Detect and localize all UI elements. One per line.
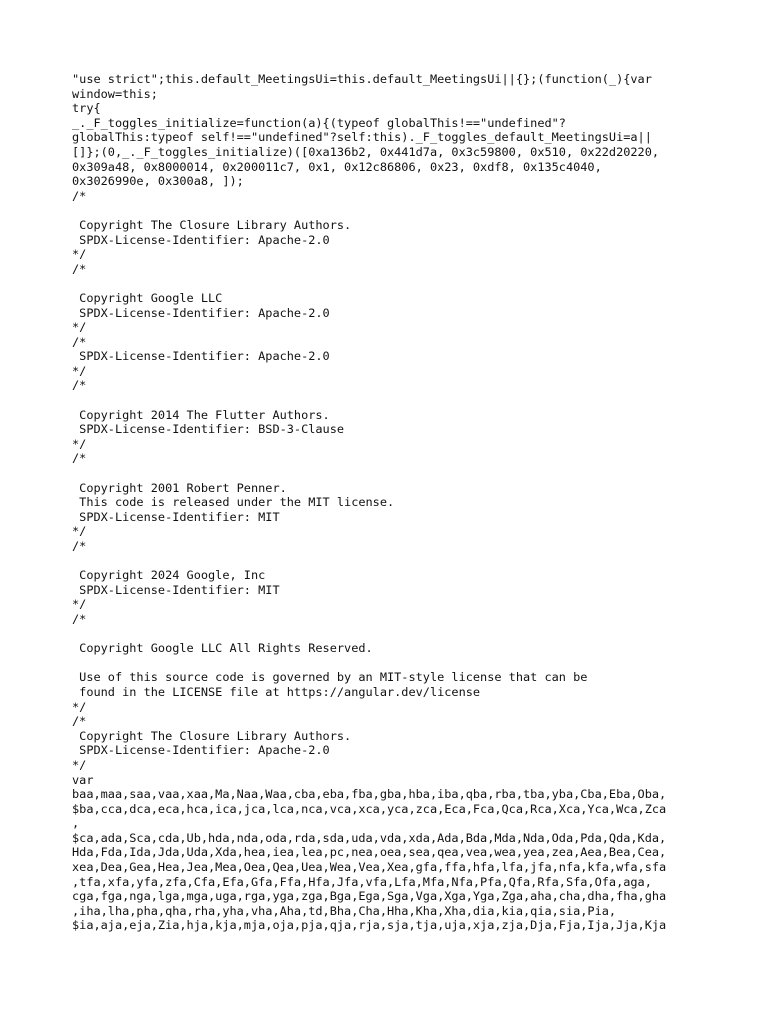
code-line: SPDX-License-Identifier: MIT: [72, 582, 280, 597]
code-line: [72, 466, 696, 481]
code-line: SPDX-License-Identifier: BSD-3-Clause: [72, 422, 345, 437]
code-line: found in the LICENSE file at https://angular.dev/license: [72, 684, 481, 699]
code-line: */: [72, 597, 87, 612]
code-line: This code is released under the MIT license.: [72, 495, 395, 510]
code-line: try{: [72, 101, 101, 116]
code-line: SPDX-License-Identifier: Apache-2.0: [72, 349, 330, 364]
code-line: xea,Dea,Gea,Hea,Jea,Mea,Oea,Qea,Uea,Wea,Vea,Xea,gfa,ffa,hfa,lfa,jfa,nfa,kfa,wfa,sfa: [72, 860, 667, 875]
code-line: */: [72, 363, 87, 378]
code-line: window=this;: [72, 86, 158, 101]
code-line: /*: [72, 539, 87, 553]
code-document: [72, 72, 696, 933]
code-line: /*: [72, 451, 87, 466]
code-line: */: [72, 699, 87, 714]
code-line: Use of this source code is governed by an MIT-style license that can be: [72, 670, 588, 685]
code-line: ,: [72, 816, 80, 831]
code-line: $ba,cca,dca,eca,hca,ica,jca,lca,nca,vca,xca,yca,zca,Eca,Fca,Qca,Rca,Xca,Yca,Wca,Zca: [72, 801, 667, 816]
code-line: */: [72, 436, 87, 451]
code-line: baa,maa,saa,vaa,xaa,Ma,Naa,Waa,cba,eba,fba,gba,hba,iba,qba,rba,tba,yba,Cba,Eba,Oba,: [72, 787, 667, 802]
code-line: ,iha,lha,pha,qha,rha,yha,vha,Aha,td,Bha,Cha,Hha,Kha,Xha,dia,kia,qia,sia,Pia,: [72, 903, 617, 918]
code-line: /*: [72, 378, 87, 393]
code-line: SPDX-License-Identifier: Apache-2.0: [72, 305, 330, 320]
code-line: SPDX-License-Identifier: MIT: [72, 509, 280, 524]
code-line: SPDX-License-Identifier: Apache-2.0: [72, 232, 330, 247]
code-line: /*: [72, 261, 87, 276]
code-line: 0x309a48, 0x8000014, 0x200011c7, 0x1, 0x12c86806, 0x23, 0xdf8, 0x135c4040,: [72, 159, 602, 174]
code-line: Copyright Google LLC All Rights Reserved.: [72, 641, 373, 656]
code-line: _._F_toggles_initialize=function(a){(typeof globalThis!=="undefined"?: [72, 115, 566, 130]
code-line: ,tfa,xfa,yfa,zfa,Cfa,Efa,Gfa,Ffa,Hfa,Jfa,vfa,Lfa,Mfa,Nfa,Pfa,Qfa,Rfa,Sfa,Ofa,aga,: [72, 874, 652, 889]
code-line: /*: [72, 611, 87, 626]
code-line: var: [72, 772, 94, 787]
code-line: [72, 656, 696, 671]
code-line: /*: [72, 334, 87, 349]
code-line: []};(0,_._F_toggles_initialize)([0xa136b2, 0x441d7a, 0x3c59800, 0x510, 0x22d20220,: [72, 144, 660, 159]
code-line: Copyright Google LLC: [72, 290, 223, 305]
code-line: globalThis:typeof self!=="undefined"?self:this)._F_toggles_default_MeetingsUi=a||: [72, 130, 652, 145]
code-line: Copyright The Closure Library Authors.: [72, 217, 352, 232]
code-line: */: [72, 320, 87, 335]
code-line: $ca,ada,Sca,cda,Ub,hda,nda,oda,rda,sda,uda,vda,xda,Ada,Bda,Mda,Nda,Oda,Pda,Qda,Kda,: [72, 830, 667, 845]
code-line: Copyright 2024 Google, Inc: [72, 568, 266, 583]
code-line: [72, 276, 696, 291]
code-line: cga,fga,nga,lga,mga,uga,rga,yga,zga,Bga,Ega,Sga,Vga,Xga,Yga,Zga,aha,cha,dha,fha,gha: [72, 889, 667, 904]
code-line: $ia,aja,eja,Zia,hja,kja,mja,oja,pja,qja,rja,sja,tja,uja,xja,zja,Dja,Fja,Ija,Jja,Kja: [72, 918, 667, 933]
code-line: 0x3026990e, 0x300a8, ]);: [72, 174, 244, 189]
code-line: [72, 393, 696, 408]
code-line: Copyright The Closure Library Authors.: [72, 728, 352, 743]
code-line: */: [72, 524, 87, 539]
code-line: /*: [72, 714, 87, 729]
code-line: "use strict";this.default_MeetingsUi=this.default_MeetingsUi||{};(function(_){var: [72, 72, 652, 86]
code-line: Copyright 2014 The Flutter Authors.: [72, 407, 330, 422]
code-line: [72, 554, 696, 569]
code-line: [72, 627, 696, 642]
code-line: */: [72, 247, 87, 262]
code-line: [72, 203, 696, 218]
code-line: Hda,Fda,Ida,Jda,Uda,Xda,hea,iea,lea,pc,nea,oea,sea,qea,vea,wea,yea,zea,Aea,Bea,Cea,: [72, 845, 667, 860]
code-line: */: [72, 757, 87, 772]
code-line: SPDX-License-Identifier: Apache-2.0: [72, 743, 330, 758]
code-line: Copyright 2001 Robert Penner.: [72, 480, 287, 495]
code-line: /*: [72, 188, 87, 203]
